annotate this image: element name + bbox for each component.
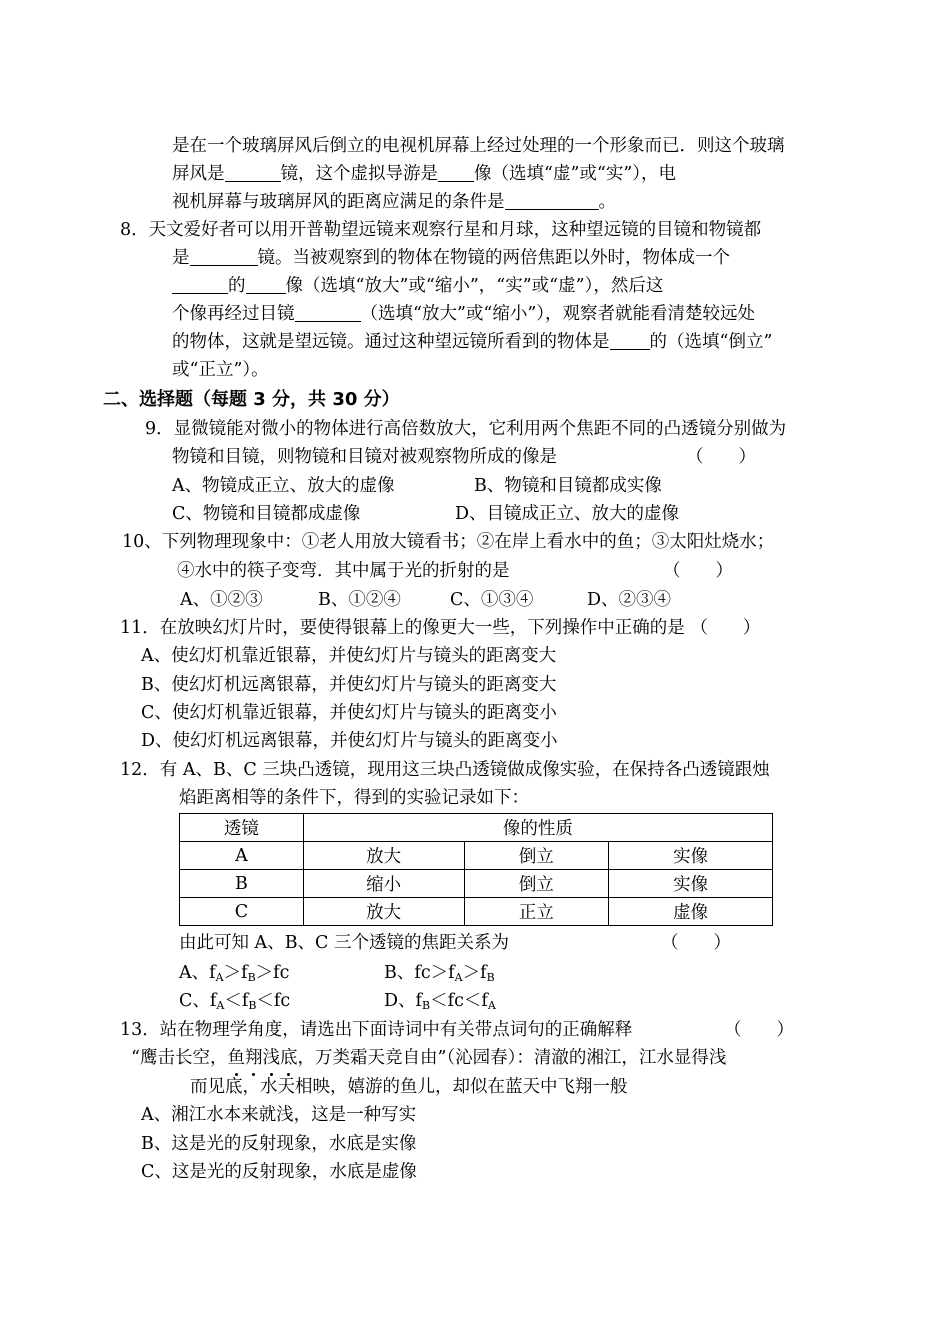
dotted-char: 鱼 xyxy=(227,1048,245,1068)
q10-option-d: D、②③④ xyxy=(587,590,672,610)
answer-blank[interactable] xyxy=(246,277,286,294)
answer-blank[interactable] xyxy=(438,165,474,182)
q7-line2 xyxy=(172,163,676,185)
q7-text: 像（选填“虚”或“实”），电 xyxy=(474,164,677,184)
answer-blank[interactable] xyxy=(295,305,361,322)
answer-blank[interactable] xyxy=(190,249,258,266)
q13-text: “鹰击长空， xyxy=(131,1048,228,1068)
table-cell: 放大 xyxy=(303,842,464,870)
q8-text: （选填“放大”或“缩小”），观察者就能看清楚较远处 xyxy=(360,304,756,324)
table-cell: 缩小 xyxy=(303,870,464,898)
q7-text: 屏风是 xyxy=(172,164,225,184)
table-row xyxy=(180,842,773,870)
q8-text: 个像再经过目镜 xyxy=(172,304,295,324)
q8-text: 的物体，这就是望远镜。通过这种望远镜所看到的物体是 xyxy=(172,332,610,352)
option-text: ＞f xyxy=(223,963,248,983)
option-text: ＜fc xyxy=(256,991,291,1011)
q8-line2 xyxy=(172,247,730,269)
option-text: A、f xyxy=(179,963,216,983)
q10-line2: ④水中的筷子变弯．其中属于光的折射的是 xyxy=(177,561,510,581)
q7-text: 。 xyxy=(598,192,616,212)
answer-blank[interactable] xyxy=(505,193,599,210)
answer-paren[interactable]: （ ） xyxy=(663,561,733,581)
table-header-cell: 像的性质 xyxy=(303,814,772,842)
q8-line6: 或“正立”）。 xyxy=(172,360,269,380)
q11-option-a: A、使幻灯机靠近银幕，并使幻灯片与镜头的距离变大 xyxy=(141,646,557,666)
table-cell: A xyxy=(180,842,304,870)
q12-option-a xyxy=(179,962,289,984)
dotted-char: 底 xyxy=(279,1048,298,1068)
dotted-char: 翔 xyxy=(244,1048,263,1068)
q9-line1: 9．显微镜能对微小的物体进行高倍数放大，它利用两个焦距不同的凸透镜分别做为 xyxy=(145,419,787,439)
q11-option-c: C、使幻灯机靠近银幕，并使幻灯片与镜头的距离变小 xyxy=(141,703,557,723)
answer-blank[interactable] xyxy=(225,165,281,182)
q8-line5 xyxy=(172,331,772,353)
q10-option-b: B、①②④ xyxy=(318,590,401,610)
answer-paren[interactable]: （ ） xyxy=(661,933,731,953)
q10-line1: 10、下列物理现象中：①老人用放大镜看书；②在岸上看水中的鱼；③太阳灶烧水； xyxy=(122,532,775,552)
q9-option-c: C、物镜和目镜都成虚像 xyxy=(172,504,361,524)
subscript: A xyxy=(487,999,496,1012)
option-text: B、fc＞f xyxy=(384,963,455,983)
option-text: ＞fc xyxy=(255,963,290,983)
option-text: ＜fc＜f xyxy=(430,991,488,1011)
q12-option-b xyxy=(384,962,495,984)
table-header-row xyxy=(180,814,773,842)
q9-option-b: B、物镜和目镜都成实像 xyxy=(474,476,662,496)
q10-option-c: C、①③④ xyxy=(450,590,534,610)
q12-option-d xyxy=(384,990,496,1012)
subscript: B xyxy=(486,971,495,984)
subscript: B xyxy=(247,971,256,984)
table-cell: 实像 xyxy=(609,842,773,870)
q8-text: 镜。当被观察到的物体在物镜的两倍焦距以外时，物体成一个 xyxy=(257,248,730,268)
q8-text: 的 xyxy=(228,276,246,296)
q13-option-b: B、这是光的反射现象，水底是实像 xyxy=(141,1134,417,1154)
answer-blank[interactable] xyxy=(610,333,650,350)
q7-text: 视机屏幕与玻璃屏风的距离应满足的条件是 xyxy=(172,192,505,212)
option-text: D、f xyxy=(384,991,423,1011)
q8-line1: 8．天文爱好者可以用开普勒望远镜来观察行星和月球，这种望远镜的目镜和物镜都 xyxy=(120,220,762,240)
q12-line2: 焰距离相等的条件下，得到的实验记录如下： xyxy=(179,788,529,808)
answer-blank[interactable] xyxy=(172,277,228,294)
table-cell: 正立 xyxy=(464,898,609,926)
answer-paren[interactable]: （ ） xyxy=(724,1020,794,1040)
q10-option-a: A、①②③ xyxy=(180,590,263,610)
table-row xyxy=(180,898,773,926)
table-cell: 倒立 xyxy=(464,870,609,898)
table-cell: 倒立 xyxy=(464,842,609,870)
q12-line3: 由此可知 A、B、C 三个透镜的焦距关系为 xyxy=(179,933,510,953)
section-heading: 二、选择题（每题 3 分，共 30 分） xyxy=(103,389,400,410)
experiment-table xyxy=(179,813,773,926)
q11-option-d: D、使幻灯机远离银幕，并使幻灯片与镜头的距离变小 xyxy=(141,731,558,751)
q13-option-a: A、湘江水本来就浅，这是一种写实 xyxy=(141,1105,417,1125)
q11-line1: 11．在放映幻灯片时，要使得银幕上的像更大一些，下列操作中正确的是 （ ） xyxy=(120,618,761,638)
q8-text: 是 xyxy=(172,248,190,268)
dotted-char: 浅 xyxy=(262,1048,280,1068)
q7-line3 xyxy=(172,191,616,213)
table-cell: 虚像 xyxy=(609,898,773,926)
option-text: C、f xyxy=(179,991,217,1011)
q8-text: 像（选填“放大”或“缩小”，“实”或“虚”），然后这 xyxy=(285,276,664,296)
q12-line1: 12．有 A、B、C 三块凸透镜，现用这三块凸透镜做成像实验，在保持各凸透镜跟烛 xyxy=(120,760,770,780)
q9-option-d: D、目镜成正立、放大的虚像 xyxy=(455,504,680,524)
q12-option-c xyxy=(179,990,290,1012)
answer-paren[interactable]: （ ） xyxy=(686,447,756,467)
q7-text: 镜，这个虚拟导游是 xyxy=(280,164,438,184)
q13-option-c: C、这是光的反射现象，水底是虚像 xyxy=(141,1162,417,1182)
table-cell: B xyxy=(180,870,304,898)
q13-line2 xyxy=(131,1047,726,1069)
q7-line1: 是在一个玻璃屏风后倒立的电视机屏幕上经过处理的一个形象而已．则这个玻璃 xyxy=(172,136,785,156)
q9-option-a: A、物镜成正立、放大的虚像 xyxy=(172,476,395,496)
option-text: ＜f xyxy=(224,991,249,1011)
subscript: A xyxy=(216,999,225,1012)
subscript: B xyxy=(248,999,257,1012)
q9-line2: 物镜和目镜，则物镜和目镜对被观察物所成的像是 xyxy=(172,447,557,467)
q11-option-b: B、使幻灯机远离银幕，并使幻灯片与镜头的距离变大 xyxy=(141,675,557,695)
subscript: B xyxy=(422,999,431,1012)
q13-line3: 而见底，水天相映，嬉游的鱼儿，却似在蓝天中飞翔一般 xyxy=(190,1077,628,1097)
q13-text: ，万类霜天竞自由”（沁园春）：清澈的湘江，江水显得浅 xyxy=(297,1048,727,1068)
table-header-cell: 透镜 xyxy=(180,814,304,842)
table-cell: C xyxy=(180,898,304,926)
q8-line3 xyxy=(172,275,663,297)
option-text: ＞f xyxy=(462,963,487,983)
subscript: A xyxy=(454,971,463,984)
table-cell: 放大 xyxy=(303,898,464,926)
q8-text: 的（选填“倒立” xyxy=(649,332,773,352)
table-row xyxy=(180,870,773,898)
q8-line4 xyxy=(172,303,755,325)
table-cell: 实像 xyxy=(609,870,773,898)
subscript: A xyxy=(215,971,224,984)
q13-line1: 13．站在物理学角度，请选出下面诗词中有关带点词句的正确解释 xyxy=(120,1020,633,1040)
